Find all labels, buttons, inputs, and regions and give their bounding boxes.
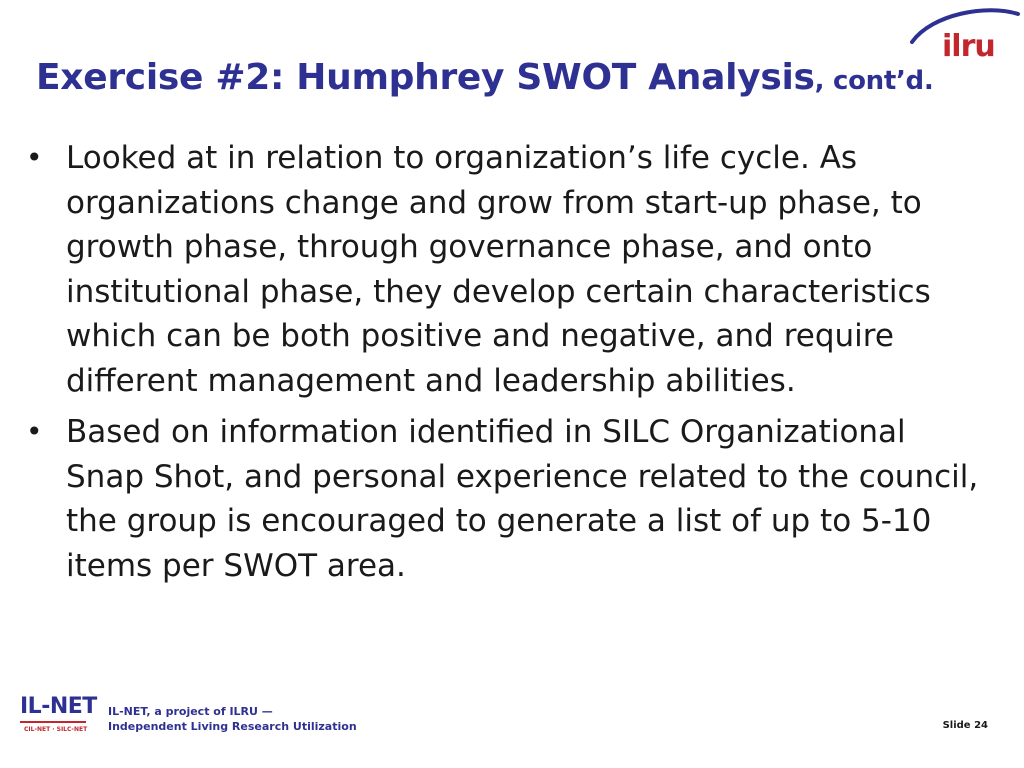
ilnet-logo-divider [20, 721, 86, 723]
slide-title [36, 56, 933, 103]
ilru-logo [902, 4, 1022, 64]
slide-number: Slide 24 [942, 720, 988, 731]
footer-line-2: Independent Living Research Utilization [108, 720, 357, 733]
footer-text [108, 704, 357, 734]
bullet-text: Looked at in relation to organization’s life cycle. As organizations change and grow from start-up phase, to growth phase, through governance phase, and onto institutional phase, they develop certain characteristics which can be both positive and negative, and require different management and leadership abilities. [66, 140, 931, 399]
bullet-icon: • [26, 415, 43, 448]
ilnet-logo-text: IL-NET [20, 694, 97, 719]
bullet-icon: • [26, 141, 43, 174]
ilru-logo-text: ilru [942, 29, 995, 64]
bullet-item [22, 136, 992, 403]
bullet-text: Based on information identified in SILC Organizational Snap Shot, and personal experience related to the council, the group is encouraged to generate a list of up to 5-10 items per SWOT area. [66, 414, 979, 584]
ilnet-logo-subtext: CIL-NET · SILC-NET [24, 726, 88, 733]
bullet-list [22, 136, 992, 595]
title-main: Exercise #2: Humphrey SWOT Analysis [36, 57, 815, 98]
title-suffix: , cont’d. [814, 66, 934, 96]
bullet-item [22, 410, 992, 588]
ilnet-logo [20, 694, 100, 738]
footer-line-1: IL-NET, a project of ILRU — [108, 705, 273, 718]
